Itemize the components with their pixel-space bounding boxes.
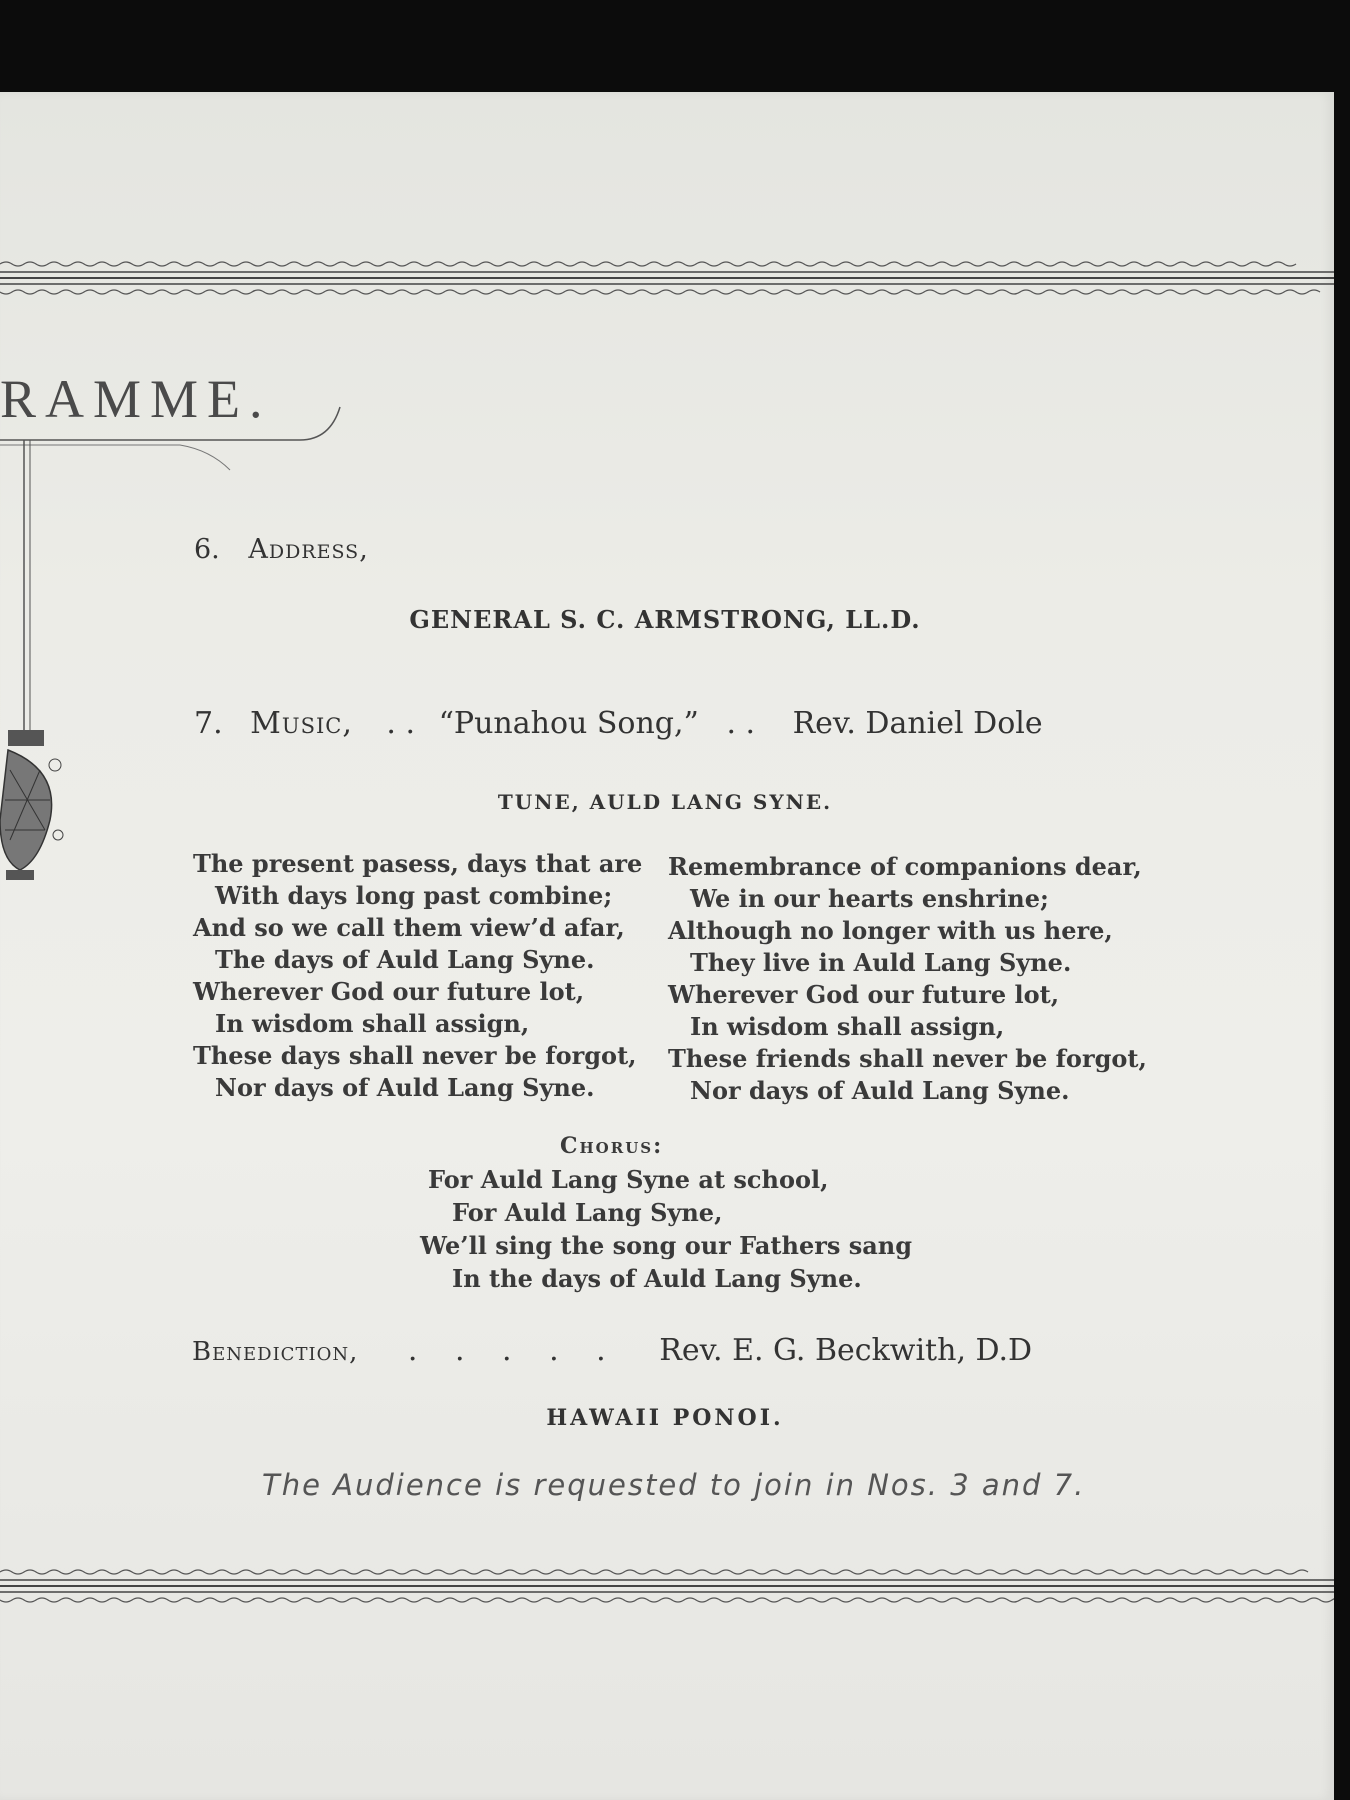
- item-7: [194, 706, 1154, 741]
- verse-line: Wherever God our future lot,: [193, 977, 585, 1006]
- verse-line: And so we call them view’d afar,: [193, 913, 625, 942]
- item-7-label: Music,: [250, 706, 353, 741]
- item-6-speaker: GENERAL S. C. ARMSTRONG, LL.D.: [409, 605, 921, 634]
- verse-line: These days shall never be forgot,: [193, 1041, 637, 1070]
- item-7-number: 7.: [194, 706, 223, 741]
- verse-line: They live in Auld Lang Syne.: [690, 948, 1072, 977]
- item-7-title: “Punahou Song,”: [438, 706, 699, 741]
- chorus-line: For Auld Lang Syne at school,: [428, 1165, 829, 1194]
- chorus-heading: Chorus:: [560, 1133, 664, 1159]
- audience-note: The Audience is requested to join in Nos. 3 and 7.: [262, 1468, 1086, 1502]
- item-7-dots2: . .: [726, 706, 756, 741]
- tune-label: TUNE, AULD LANG SYNE.: [497, 790, 833, 814]
- verse-right: [668, 851, 1147, 1107]
- item-7-author: Rev. Daniel Dole: [792, 706, 1043, 741]
- verse-line: In wisdom shall assign,: [690, 1012, 1005, 1041]
- chorus: [420, 1130, 912, 1295]
- benediction-officiant: Rev. E. G. Beckwith, D.D: [659, 1333, 1033, 1368]
- verse-line: These friends shall never be forgot,: [668, 1044, 1147, 1073]
- benediction-label: Benediction,: [192, 1337, 359, 1367]
- chorus-line: For Auld Lang Syne,: [452, 1198, 723, 1227]
- top-border-rule: [0, 258, 1334, 300]
- item-6-label: Address,: [248, 534, 369, 565]
- chorus-line: We’ll sing the song our Fathers sang: [420, 1231, 913, 1260]
- verse-line: The days of Auld Lang Syne.: [215, 945, 595, 974]
- verse-left: [193, 848, 642, 1104]
- anthem: HAWAII PONOI.: [546, 1405, 784, 1431]
- hanging-ornament: [0, 440, 80, 930]
- verse-line: Although no longer with us here,: [668, 916, 1113, 945]
- verse-line: In wisdom shall assign,: [215, 1009, 530, 1038]
- benediction: [192, 1333, 1152, 1368]
- item-6-number: 6.: [194, 534, 220, 565]
- verse-line: The present pasess, days that are: [193, 849, 643, 878]
- item-6: [194, 534, 369, 565]
- verse-line: Wherever God our future lot,: [668, 980, 1060, 1009]
- programme-title: RAMME.: [0, 369, 272, 429]
- benediction-dots: . . . . .: [407, 1333, 620, 1368]
- verse-line: Nor days of Auld Lang Syne.: [690, 1076, 1070, 1105]
- bottom-border-rule: [0, 1566, 1334, 1608]
- verse-line: With days long past combine;: [215, 881, 613, 910]
- verse-line: Nor days of Auld Lang Syne.: [215, 1073, 595, 1102]
- chorus-line: In the days of Auld Lang Syne.: [452, 1264, 862, 1293]
- verse-line: We in our hearts enshrine;: [690, 884, 1049, 913]
- item-7-dots: . .: [386, 706, 416, 741]
- verse-line: Remembrance of companions dear,: [668, 852, 1142, 881]
